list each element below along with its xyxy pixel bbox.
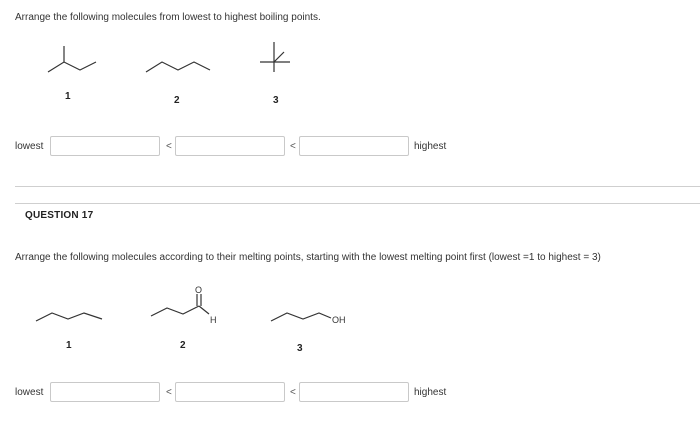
section-divider-top — [15, 186, 700, 187]
q17-molecule-2-number: 2 — [180, 340, 186, 351]
q16-prompt: Arrange the following molecules from lowest to highest boiling points. — [15, 12, 321, 23]
q17-answer-1-input[interactable] — [50, 382, 160, 402]
q17-answer-3-input[interactable] — [299, 382, 409, 402]
q16-answer-2-input[interactable] — [175, 136, 285, 156]
q16-highest-label: highest — [414, 141, 447, 152]
q16-molecule-2-number: 2 — [174, 95, 180, 106]
q16-separator-1: < — [166, 141, 172, 152]
q17-highest-label: highest — [414, 387, 447, 398]
q16-lowest-label: lowest — [15, 141, 44, 152]
q17-molecule-1-structure — [30, 305, 110, 325]
q17-title: QUESTION 17 — [25, 210, 94, 221]
q17-molecule-3-number: 3 — [297, 343, 303, 354]
q16-answer-1-input[interactable] — [50, 136, 160, 156]
section-divider-bottom — [15, 203, 700, 204]
q17-lowest-label: lowest — [15, 387, 44, 398]
q17-molecule-3-hydroxyl-label: OH — [332, 315, 346, 325]
q16-molecule-3-number: 3 — [273, 95, 279, 106]
q16-molecule-2-structure — [140, 50, 220, 80]
q16-separator-2: < — [290, 141, 296, 152]
q17-molecule-3-structure — [265, 305, 340, 325]
q17-molecule-2-oxygen-label: O — [195, 285, 203, 295]
q17-separator-1: < — [166, 387, 172, 398]
q17-prompt: Arrange the following molecules according to their melting points, starting with the lowest melting point first (lowest =1 to highest = 3) — [15, 252, 601, 263]
q16-molecule-1-number: 1 — [65, 91, 71, 102]
q16-answer-3-input[interactable] — [299, 136, 409, 156]
q16-molecule-1-structure — [40, 40, 110, 80]
q16-molecule-3-structure — [250, 38, 300, 82]
q17-answer-2-input[interactable] — [175, 382, 285, 402]
q17-separator-2: < — [290, 387, 296, 398]
q17-molecule-1-number: 1 — [66, 340, 72, 351]
q17-molecule-2-hydrogen-label: H — [210, 315, 217, 325]
